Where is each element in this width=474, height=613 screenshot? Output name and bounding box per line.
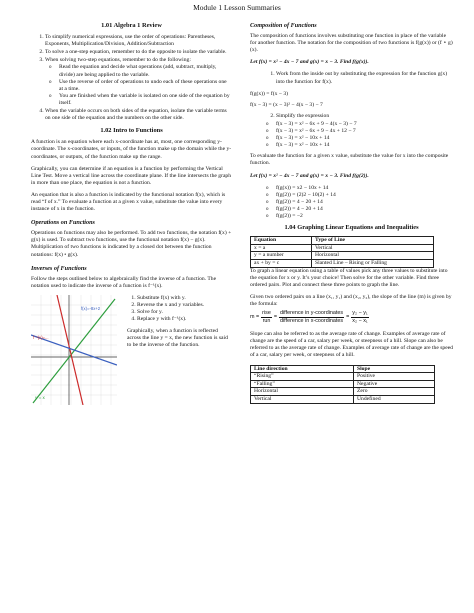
sub-list-item: o Use the reverse of order of operations to undo each of these operations one at a time. [59,79,232,93]
formula-y: y₂ − y₁ [351,310,368,318]
table-row [251,373,435,381]
algebra-review-list [31,34,232,122]
list-item-text: When solving two-step equations, remember to do the following: [45,57,191,64]
list-item: 4. Replace y with f⁻¹(x). [137,316,232,323]
table-cell: x = a [251,244,312,252]
list-item: o f(g(2)) = (2)2 − 10(2) + 14 [276,192,453,199]
formula-m: m = [250,314,260,321]
list-item [45,57,232,107]
inverse-graph-figure [31,295,117,405]
section-heading-1-04: 1.04 Graphing Linear Equations and Inequalities [284,224,419,232]
example-prompt: Let f(x) = x² − 4x − 7 and g(x) = x − 3. Find f(g(x)). [250,59,369,66]
example-prompt: Let f(x) = x² − 4x − 7 and g(x) = x − 3. Find f(g(2)). [250,172,369,179]
sub-list-item: o Read the equation and decide what operations (add, subtract, multiply, divide) are being applied to the variable. [59,64,232,78]
table-row [251,388,435,396]
column-header: Equation [251,237,312,245]
table-row [251,395,435,403]
paragraph: Graphically, you can determine if an equation is a function by performing the Vertical Line Test. Move a vertical line across the coordinate plane. If the line intersects the graph in more than one place, the equation is not a function. [31,165,232,186]
list-item: 3. Solve for y. [137,309,232,316]
identity-label: y = x [35,394,45,400]
table-cell: Vertical [312,244,434,252]
paragraph: Operations on functions may also be performed. To add two functions, the notation f(x) + g(x) is used. To subtract two functions, use the functional notation f(x) − g(x). Multiplication of two functions is indicated by a closed dot between the function notations: f(x) • g(x). [31,230,232,258]
composition-step-1 [250,71,453,85]
subheading-composition: Composition of Functions [250,22,317,29]
list-item: 1. Work from the inside out by substituting the expression for the function g(x) into the function for f(x). [276,71,453,85]
paragraph: Slope can also be referred to as the average rate of change. Examples of average rate of change are the speed of a car, salary per week, or steepness of a hill. Slope can also be referred to as the average rate of change. Examples of average rate of change are the speed of a car, salary per week, or steepness of a hill. [250,331,453,359]
formula-dx: difference in x-coordinates [279,318,344,325]
sub-list [45,64,232,107]
list-item: o f(x − 3) = x² − 6x + 9 − 4x + 12 − 7 [276,128,453,135]
paragraph: Given two ordered pairs on a line (x₁, y₁) and (x₂, y₂), the slope of the line (m) is given by the formula: [250,293,452,307]
list-item: o f(g(2)) = −2 [276,213,453,220]
table-row [251,252,434,260]
column-header: Type of Line [312,237,434,245]
column-header: Slope [354,365,435,373]
section-heading-1-02: 1.02 Intro to Functions [100,127,163,135]
list-item: o f(x − 3) = x² − 6x + 9 − 4(x − 3) − 7 [276,121,453,128]
line-type-table [250,236,434,267]
page-title: Module 1 Lesson Summaries [193,3,281,12]
formula-dy: difference in y-coordinates [279,310,344,318]
list-item: 1. Substitute f(x) with y. [137,295,232,302]
paragraph: To graph a linear equation using a table of values pick any three values to substitute into the equation for x or y. It’s your choice! Then solve for the other variable. Find three ordered pairs. Plot and connect these three points to graph the line. [250,267,448,288]
column-header: Line direction [251,365,354,373]
right-column [250,22,453,404]
paragraph: An equation that is also a function is indicated by the functional notation f(x), which is read “f of x.” To evaluate a function at a given x value, substitute the value into every instance of x in the function. [31,191,226,213]
table-cell: Zero [354,388,435,396]
table-cell: “Falling” [251,380,354,388]
table-cell: “Rising” [251,373,354,381]
table-header-row [251,365,435,373]
list-item: 2. Reverse the x and y variables. [137,302,232,309]
list-item: o f(g(2)) = 4 − 20 + 14 [276,199,453,206]
paragraph: The composition of functions involves substituting one function in place of the variable for another function. The notation for the composition of two functions is f(g(x)) or (f ∘ g)(x). [250,33,453,54]
table-cell: Vertical [251,395,354,403]
table-cell: Negative [354,380,435,388]
inverse-steps-list [127,295,232,323]
left-column [31,22,232,407]
table-header-row [251,237,434,245]
slope-direction-table [250,365,435,404]
list-item: o f(x − 3) = x² − 10x + 14 [276,142,453,149]
table-row [251,380,435,388]
table-cell: Slanted Line – Rising or Falling [312,259,434,267]
formula-equals: = [346,314,350,321]
difference-fraction [279,310,344,325]
rise-over-run [261,310,272,325]
sub-list-item: o You are finished when the variable is isolated on one side of the equation by itself. [59,93,232,107]
formula-x: x₂ − x₁ [352,318,368,325]
list-item: o f(g(2)) = 4 − 20 + 14 [276,206,453,213]
list-item: o f(g(x)) = x2 − 10x + 14 [276,185,453,192]
section-heading-1-01: 1.01 Algebra 1 Review [101,22,162,29]
list-item: 2. Simplify the expression [276,113,453,120]
table-cell: y = a number [251,252,312,260]
table-cell: Horizontal [251,388,354,396]
table-row [251,259,434,267]
formula-run: run [262,318,271,325]
paragraph: Follow the steps outlined below to algebraically find the inverse of a function. The notation used to indicate the inverse of a function is f⁻¹(x). [31,275,217,289]
formula-rise: rise [261,310,272,318]
paragraph: Graphically, when a function is reflected across the line y = x, the new function is said to be the inverse of the function. [127,328,228,349]
table-cell: Positive [354,373,435,381]
inverse-steps-text [127,295,232,355]
evaluate-list [250,185,453,220]
coordinate-fraction [351,310,368,325]
list-item: o f(x − 3) = x² − 10x + 14 [276,135,453,142]
table-cell: Horizontal [312,252,434,260]
function-label: f(x)=-8x+2 [81,305,101,311]
table-cell: Undefined [354,395,435,403]
inverse-label: f⁻¹(x)=... [33,334,49,340]
table-row [251,244,434,252]
formula-equals: = [273,314,277,321]
list-item: 4. When the variable occurs on both sides of the equation, isolate the variable terms on one side of the equation and the numbers on the other side. [45,108,232,122]
simplify-list [250,121,453,149]
slope-formula [250,310,453,325]
subheading-operations: Operations on Functions [31,219,95,227]
list-item: 1. To simplify numerical expressions, use the order of operations: Parentheses, Exponents, Multiplication/Division, Addition/Subtraction [45,34,232,48]
equation-line: f(x − 3) = (x − 3)² − 4(x − 3) − 7 [250,101,323,108]
identity-line [33,299,115,403]
paragraph: A function is an equation where each x-coordinate has at, most, one corresponding y-coordinate. The x-coordinates, or inputs, of the function make up the domain while the y-coordinates, or outputs, of the function make up the range. [31,139,232,160]
composition-step-2 [250,113,453,120]
equation-line: f(g(x)) = f(x − 3) [250,90,288,97]
subheading-inverses: Inverses of Functions [31,264,87,272]
paragraph: To evaluate the function for a given x value, substitute the value for x into the composite function. [250,153,449,167]
list-item: 2. To solve a one-step equation, remember to do the opposite to isolate the variable. [45,49,232,56]
inverse-block [31,295,232,407]
table-cell: ax + by = c [251,259,312,267]
